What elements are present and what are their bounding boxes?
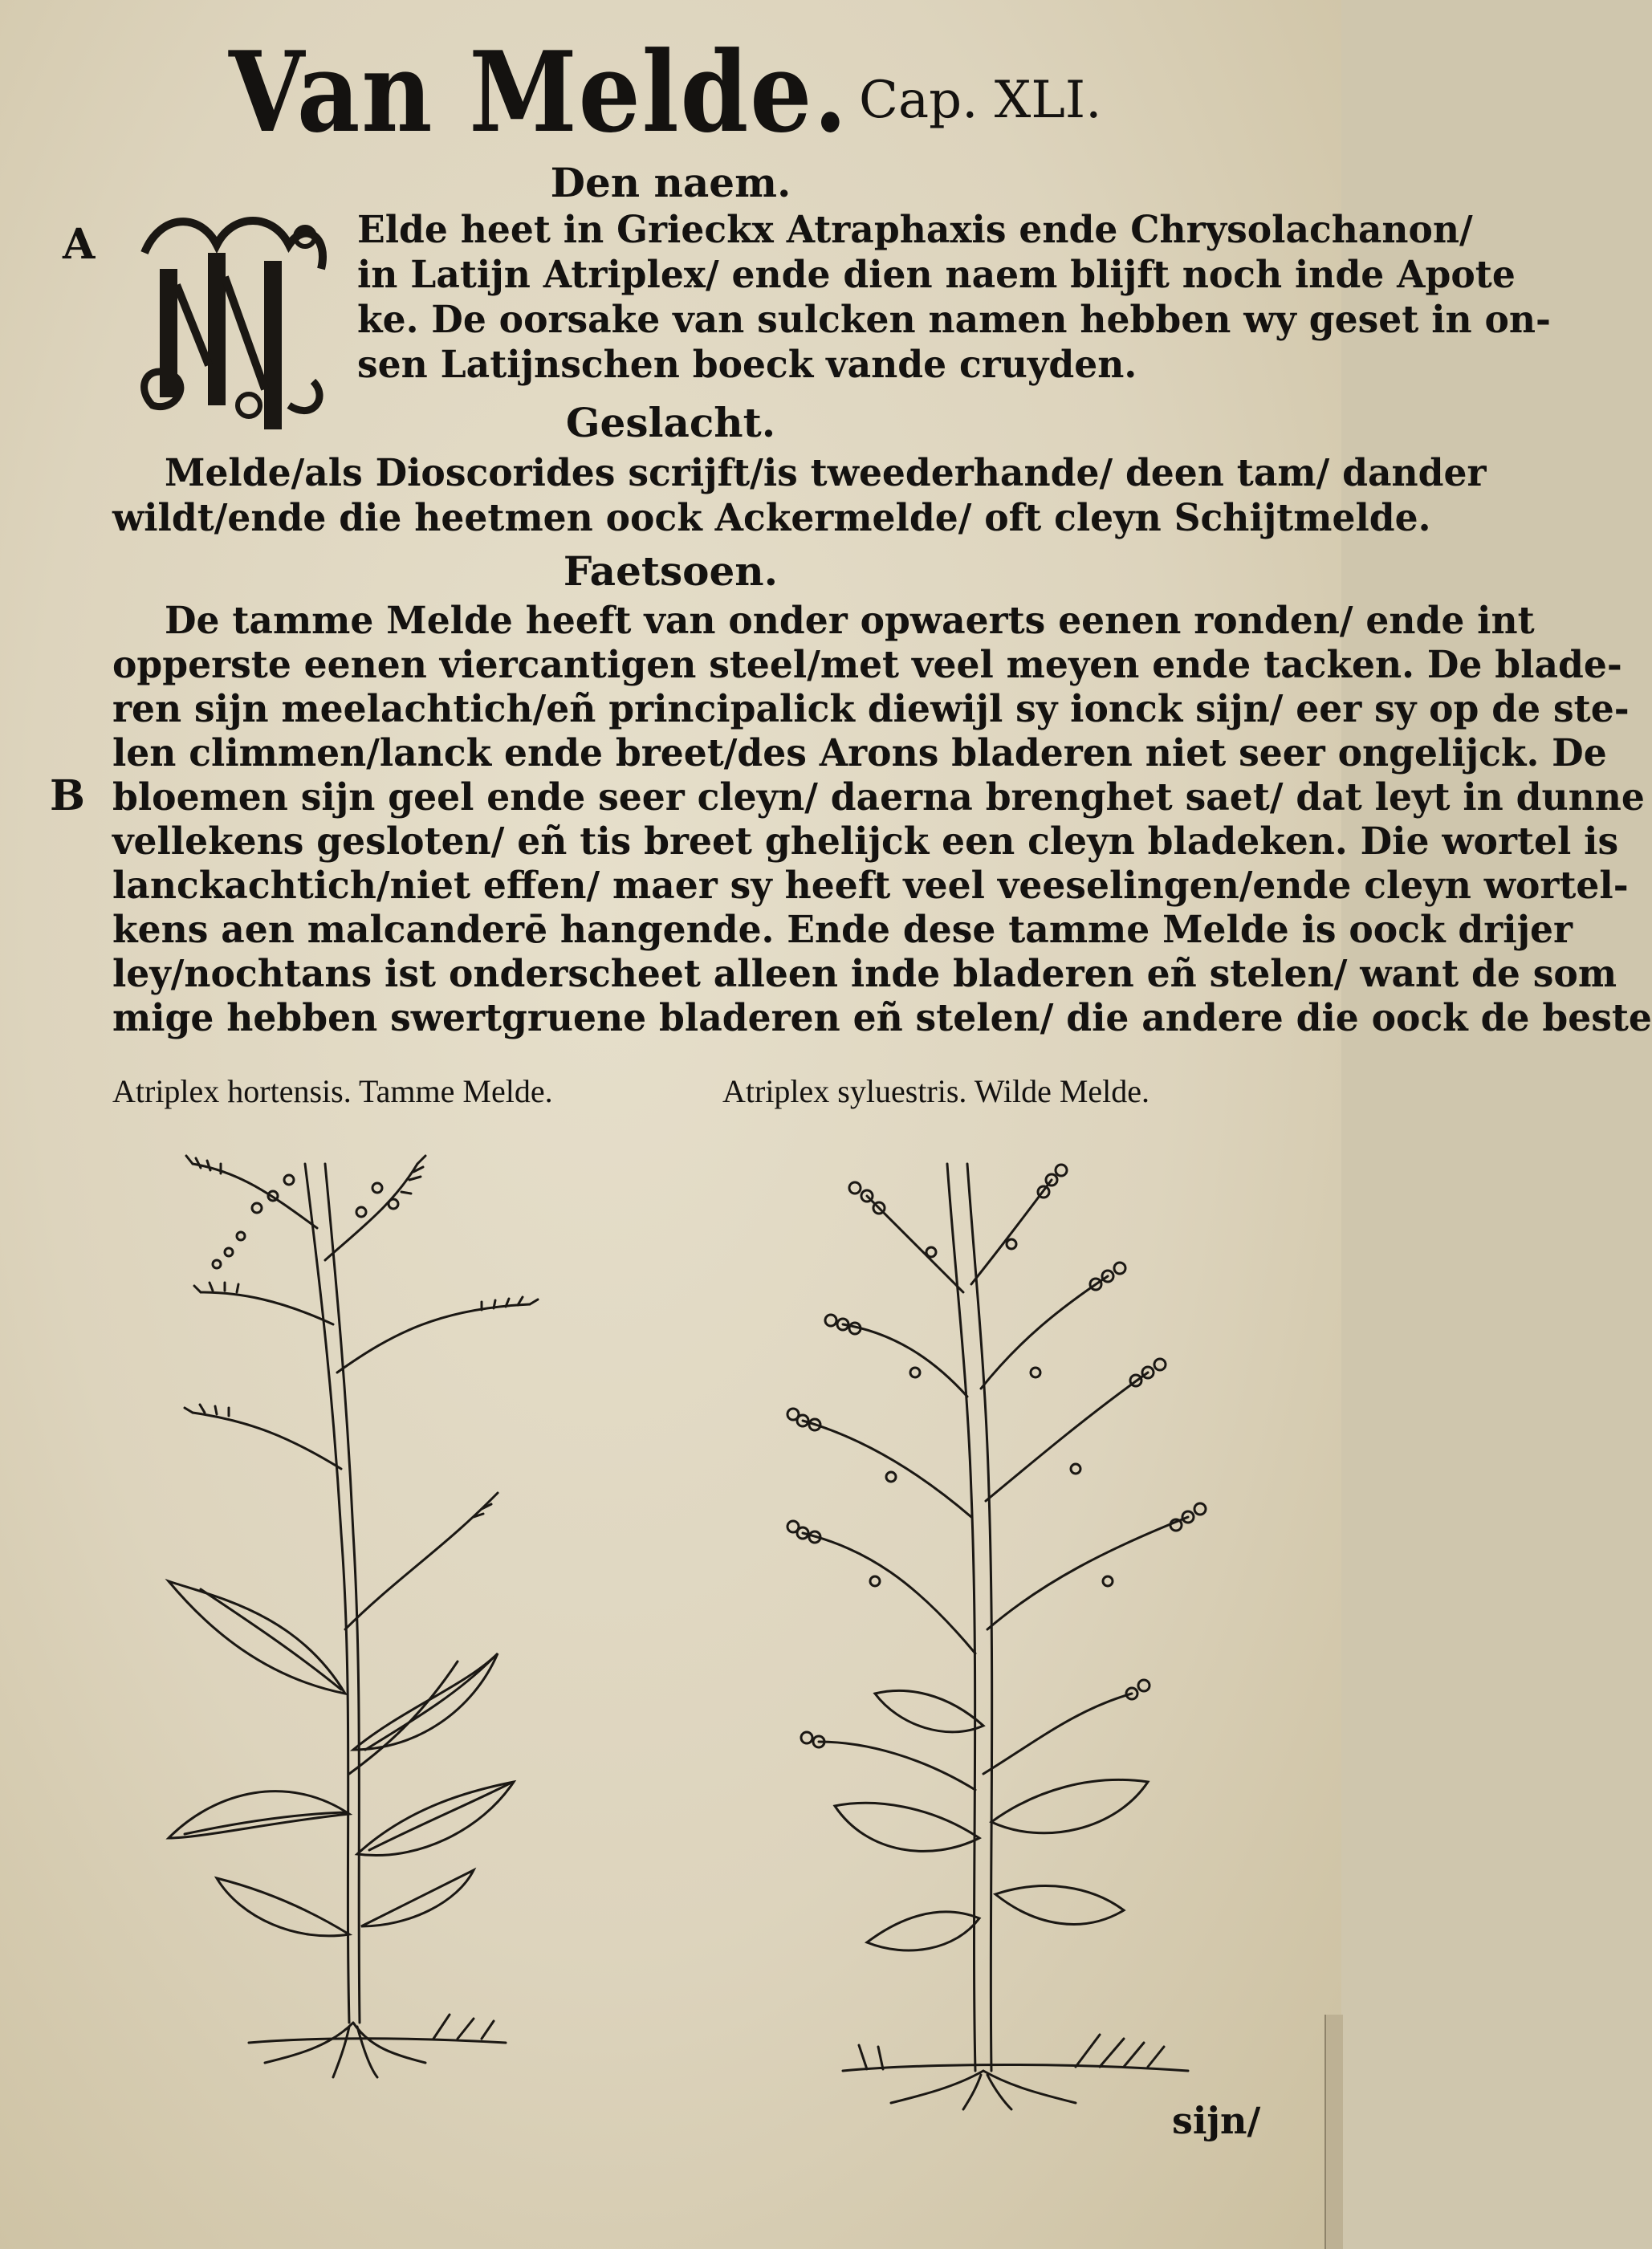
section-heading-geslacht: Geslacht. xyxy=(565,399,776,446)
caption-right: Atriplex syluestris. Wilde Melde. xyxy=(722,1073,1150,1109)
text-line: bloemen sijn geel ende seer cleyn/ daerna brenghet saet/ dat leyt in dunne xyxy=(112,775,1645,819)
garden-orach-woodcut xyxy=(153,1132,650,2079)
catchword: sijn/ xyxy=(1172,2099,1261,2142)
text-line: opperste eenen viercantigen steel/met veel meyen ende tacken. De blade- xyxy=(112,642,1622,686)
text-line: mige hebben swertgruene bladeren eñ stelen/ die andere die oock de beste xyxy=(112,995,1652,1039)
text-line: wildt/ende die heetmen oock Ackermelde/ oft cleyn Schijtmelde. xyxy=(112,495,1431,539)
margin-letter-b: B xyxy=(50,771,85,820)
text-line: ke. De oorsake van sulcken namen hebben wy geset in on- xyxy=(357,297,1551,341)
text-line: len climmen/lanck ende breet/des Arons bladeren niet seer ongelijck. De xyxy=(112,730,1607,775)
text-line: Elde heet in Grieckx Atraphaxis ende Chrysolachanon/ xyxy=(357,207,1473,251)
text-line: De tamme Melde heeft van onder opwaerts eenen ronden/ ende int xyxy=(165,598,1535,642)
text-line: ren sijn meelachtich/eñ principalick diewijl sy ionck sijn/ eer sy op de ste- xyxy=(112,686,1630,730)
chapter-number: Cap. XLI. xyxy=(859,71,1102,130)
adjacent-page-edge xyxy=(1324,2015,1343,2249)
text-line: sen Latijnschen boeck vande cruyden. xyxy=(357,342,1137,386)
wild-orach-woodcut xyxy=(771,1132,1252,2111)
margin-letter-a: A xyxy=(63,220,96,269)
text-line: kens aen malcanderē hangende. Ende dese tamme Melde is oock drijer xyxy=(112,907,1573,951)
text-line: vellekens gesloten/ eñ tis breet ghelijck een cleyn bladeken. Die wortel is xyxy=(112,819,1619,863)
section-heading-faetsoen: Faetsoen. xyxy=(563,547,779,595)
caption-left: Atriplex hortensis. Tamme Melde. xyxy=(112,1073,553,1109)
page-title: Van Melde. xyxy=(229,26,849,157)
text-line: lanckachtich/niet effen/ maer sy heeft veel veeselingen/ende cleyn wortel- xyxy=(112,863,1629,907)
section-heading-naem: Den naem. xyxy=(550,159,791,206)
text-line: ley/nochtans ist onderscheet alleen inde bladeren eñ stelen/ want de som xyxy=(112,951,1617,995)
text-line: in Latijn Atriplex/ ende dien naem blijft noch inde Apote xyxy=(357,252,1516,296)
text-line: Melde/als Dioscorides scrijft/is tweederhande/ deen tam/ dander xyxy=(165,450,1487,494)
